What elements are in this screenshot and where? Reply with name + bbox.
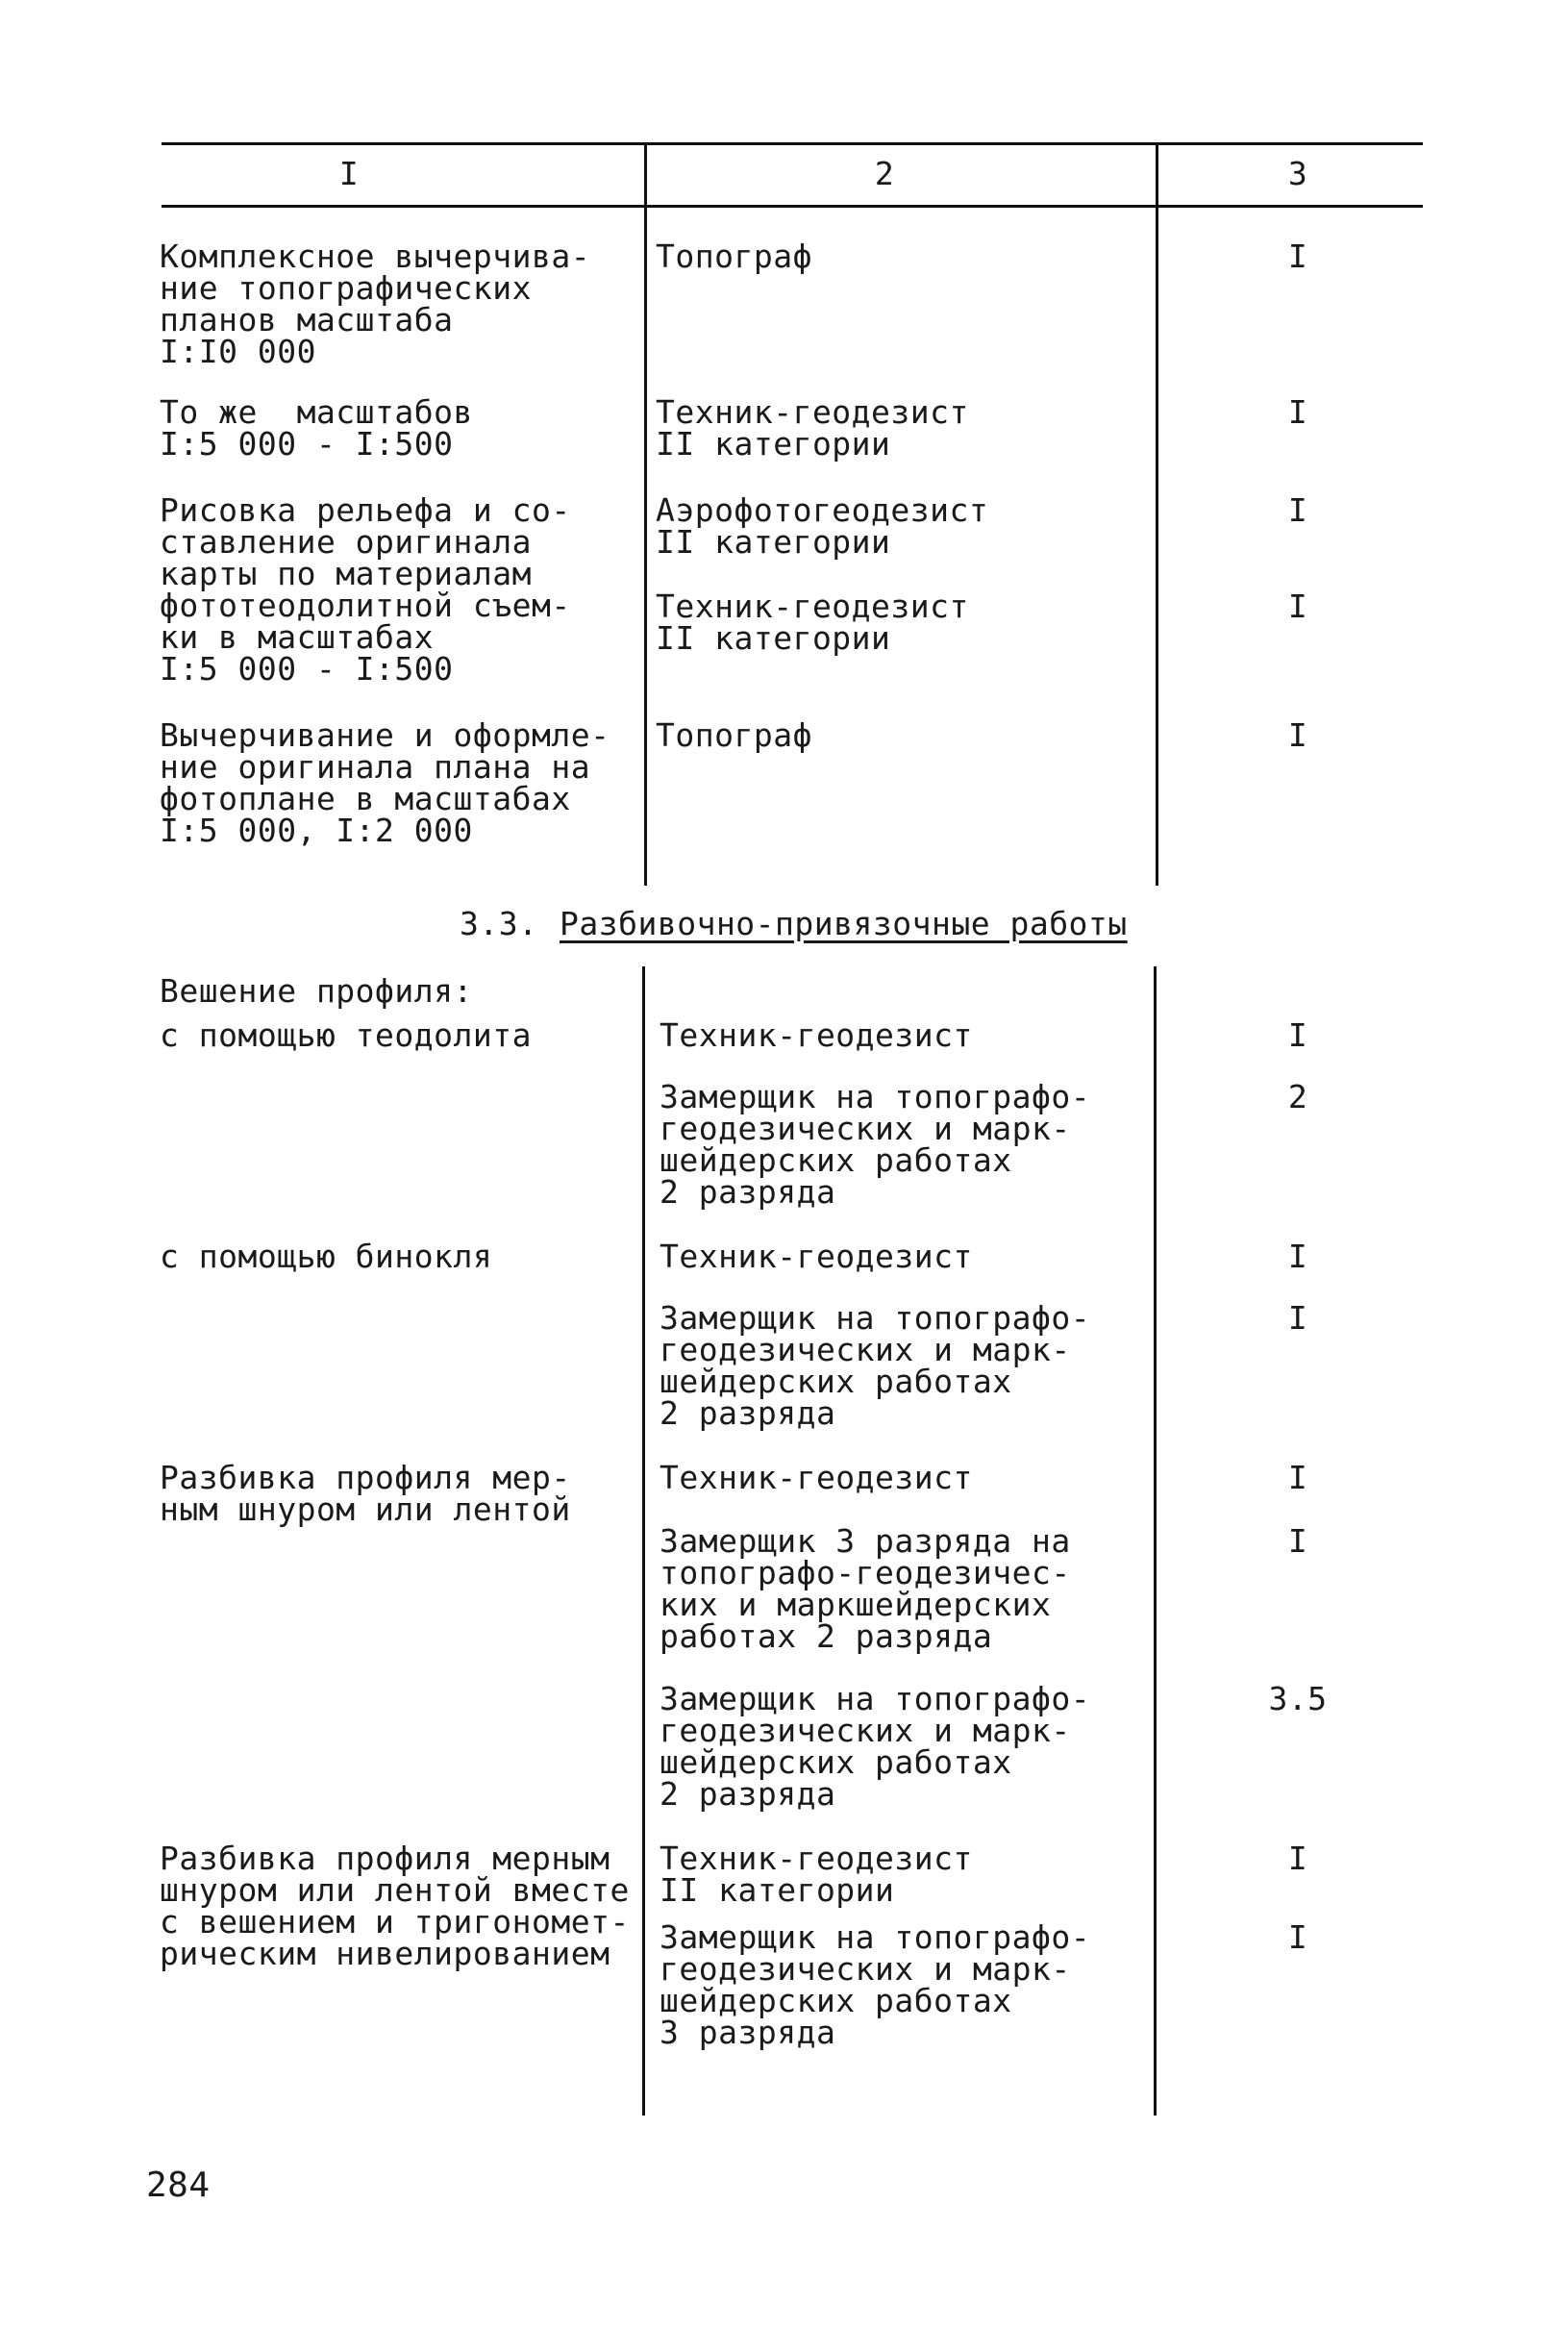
s2-row1-work: с помощью теодолита	[160, 1016, 532, 1054]
row3-executor-2: Техник-геодезист II категории	[656, 588, 969, 657]
s2-row1-count-1: I	[1287, 1016, 1308, 1054]
s2-row3-count-2: I	[1287, 1522, 1308, 1560]
row4-count: I	[1287, 716, 1308, 754]
s2-row3-work: Разбивка профиля мер- ным шнуром или лентой	[160, 1459, 571, 1528]
row3-count-2: I	[1287, 588, 1308, 625]
s2-row2-count-2: I	[1287, 1299, 1308, 1337]
s2-row1-executor-1: Техник-геодезист	[660, 1016, 973, 1054]
s2-row4-executor-2: Замерщик на топографо- геодезических и марк- шейдерских работах 3 разряда	[660, 1918, 1091, 2051]
row3-count-1: I	[1287, 491, 1308, 529]
row3-executor-1: Аэрофотогеодезист II категории	[656, 491, 989, 561]
header-col-2: 2	[874, 155, 895, 192]
header-col-3: 3	[1287, 155, 1308, 192]
row2-work: То же масштабов I:5 000 - I:500	[160, 393, 473, 463]
s2-row4-count-2: I	[1287, 1918, 1308, 1956]
column-divider-2-bottom	[1154, 966, 1157, 2116]
column-divider-1-bottom	[642, 966, 645, 2116]
s2-row1-executor-2: Замерщик на топографо- геодезических и марк- шейдерских работах 2 разряда	[660, 1078, 1091, 1211]
s2-row2-work: с помощью бинокля	[160, 1238, 493, 1275]
section-number: 3.3.	[460, 905, 538, 942]
row1-work: Комплексное вычерчива- ние топографических планов масштаба I:I0 000	[160, 238, 591, 370]
s2-row3-executor-2: Замерщик 3 разряда на топографо-геодезичес- ких и маркшейдерских работах 2 разряда	[660, 1522, 1071, 1655]
s2-row4-count-1: I	[1287, 1840, 1308, 1877]
s2-row3-count-3: 3.5	[1268, 1680, 1328, 1717]
row4-work: Вычерчивание и оформле- ние оригинала плана на фотоплане в масштабах I:5 000, I:2 000	[160, 716, 610, 849]
s2-row2-count-1: I	[1287, 1238, 1308, 1275]
column-divider-2-top	[1156, 142, 1158, 886]
row3-work: Рисовка рельефа и со- ставление оригинала карты по материалам фототеодолитной съем- ки в масштабах I:5 000 - I:500	[160, 491, 571, 688]
s2-row4-executor-1: Техник-геодезист II категории	[660, 1840, 973, 1909]
table-header-rule	[162, 205, 1423, 208]
row1-count: I	[1287, 238, 1308, 275]
row4-executor: Топограф	[656, 716, 812, 754]
page-number: 284	[146, 2166, 211, 2205]
row1-executor: Топограф	[656, 238, 812, 275]
header-col-1: I	[338, 155, 360, 192]
column-divider-1-top	[644, 142, 647, 886]
s2-row3-executor-1: Техник-геодезист	[660, 1459, 973, 1496]
s2-row1-count-2: 2	[1287, 1078, 1308, 1115]
s2-row3-count-1: I	[1287, 1459, 1308, 1496]
s2-row4-work: Разбивка профиля мерным шнуром или лентой вместе с вешением и тригономет- рическим нивелированием	[160, 1840, 630, 1972]
row2-count: I	[1287, 393, 1308, 431]
row2-executor: Техник-геодезист II категории	[656, 393, 969, 463]
s2-row2-executor-2: Замерщик на топографо- геодезических и марк- шейдерских работах 2 разряда	[660, 1299, 1091, 1432]
s2-row2-executor-1: Техник-геодезист	[660, 1238, 973, 1275]
s2-row3-executor-3: Замерщик на топографо- геодезических и марк- шейдерских работах 2 разряда	[660, 1680, 1091, 1813]
section-title: Разбивочно-привязочные работы	[560, 905, 1128, 942]
section2-intro: Вешение профиля:	[160, 972, 473, 1010]
table-top-rule	[162, 142, 1423, 145]
